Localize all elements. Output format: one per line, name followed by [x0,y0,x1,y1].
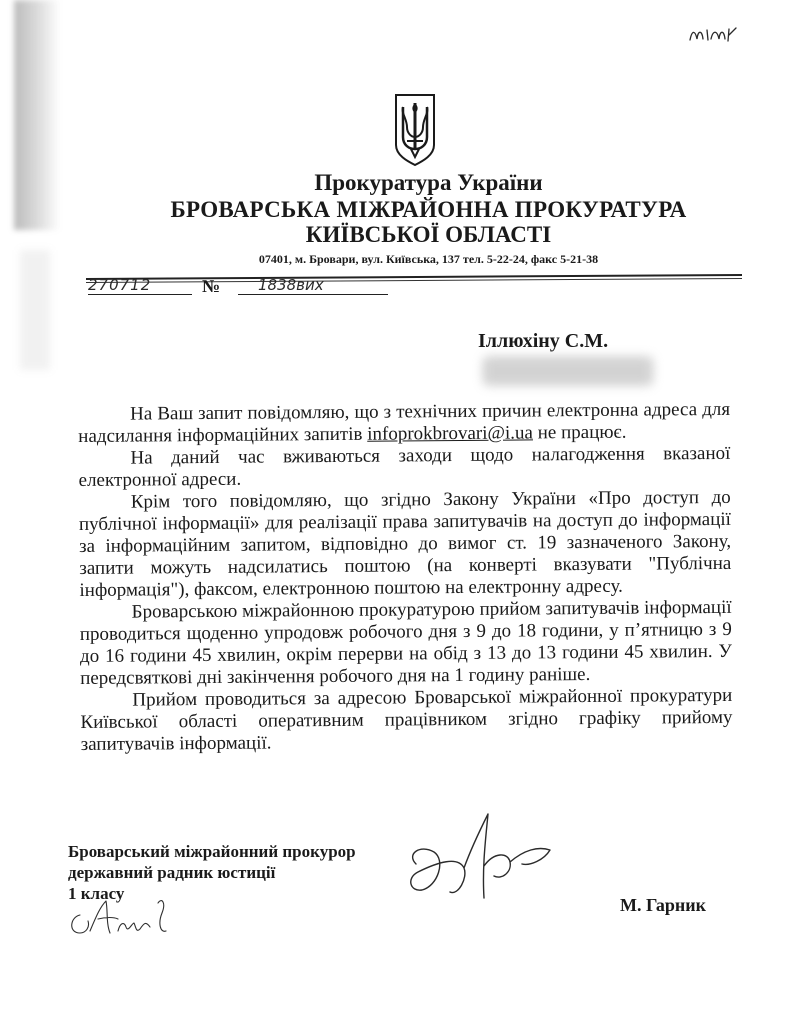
paragraph-2: На даний час вживаються заходи щодо налагодження вказаної електронної адреси. [78,442,731,491]
letter-body [78,399,733,756]
scan-shadow-lower [20,250,50,370]
paragraph-1-text: На Ваш запит повідомляю, що з технічних причин електронна адреса для надсилання інформаційних запитів [78,398,731,447]
recipient-name: Іллюхіну С.М. [478,330,609,352]
signatory-title-line1: Броварський міжрайонний прокурор [68,842,356,861]
paragraph-5: Прийом проводиться за адресою Броварської міжрайонної прокуратури Київської області оперативним працівником згідно графіку прийому запитувачів інформації. [80,684,733,755]
paragraph-1-tail: не працює. [532,421,627,444]
paragraph-1 [78,399,730,448]
signatory-name: М. Гарник [620,895,706,915]
paragraph-4: Броварською міжрайонною прокуратурою прийом запитувачів інформації проводиться щоденно упродовж робочого дня з 9 до 18 години, у п’ятницю з 9 до 16 години 45 хвилин, окрім перерви на обід з 13 до 13 години 45 хвилин. У передсвяткові дні закінчення робочого дня на 1 годину раніше. [79,596,733,689]
number-sign: № [202,276,221,296]
registration-line [88,276,448,302]
email-link[interactable]: infoprokbrovari@i.ua [367,422,534,445]
paragraph-3: Крім того повідомляю, що згідно Закону України «Про доступ до публічної інформації» для реалізації права запитувачів на доступ до інформації за інформаційним запитом, відповідно до вимог ст. 19 зазначеного Закону, запити можуть надсилатись поштою (на конверті вказувати "Публічна інформація"), факсом, електронною поштою на електронну адресу. [78,486,732,601]
redacted-address [483,356,653,386]
registration-date: 270712 [88,276,192,295]
header-region: КИЇВСЬКОЇ ОБЛАСТІ [305,222,552,247]
trident-emblem-icon [393,93,437,167]
handwritten-signature [398,806,568,916]
signatory-title-line3: 1 класу [68,884,125,903]
signatory-title-line2: державний радник юстиції [68,863,276,882]
header-prosecutor-office: Прокуратура України [314,170,543,195]
header-brovary-office: БРОВАРСЬКА МІЖРАЙОННА ПРОКУРАТУРА [170,197,687,222]
handwritten-initials [66,893,186,941]
registration-number: 1838вих [238,276,388,295]
handwritten-corner-mark [686,24,746,46]
header-address: 07401, м. Бровари, вул. Київська, 137 тел. 5-22-24, факс 5-21-38 [258,252,599,266]
